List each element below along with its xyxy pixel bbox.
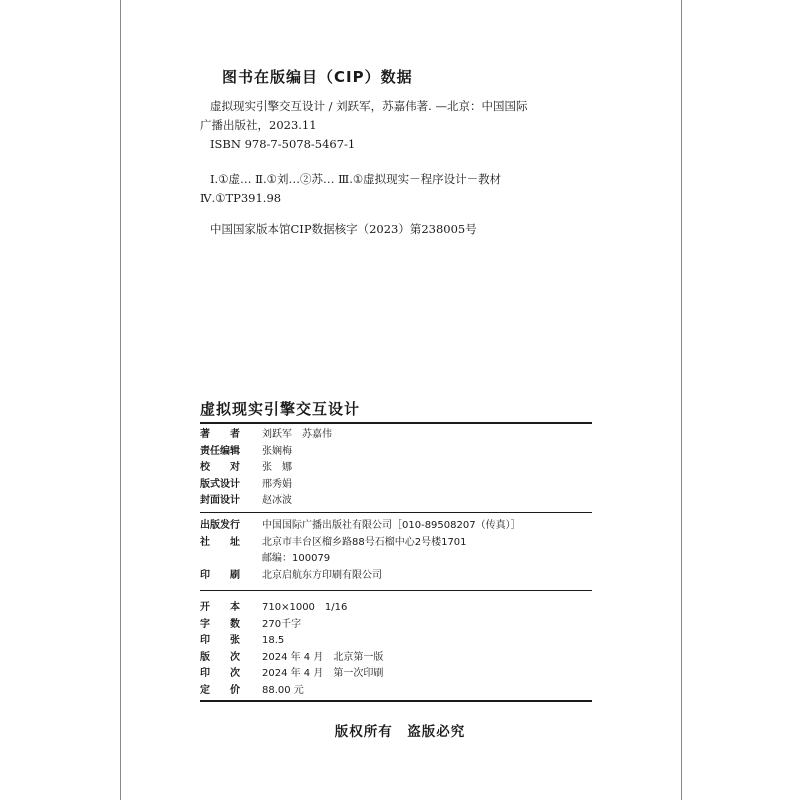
spec-value: 2024 年 4 月 第一次印刷	[262, 668, 384, 679]
cip-citation-line1: 虚拟现实引擎交互设计 / 刘跃军，苏嘉伟著. —北京：中国国际	[210, 99, 528, 113]
credit-row	[200, 491, 592, 508]
publisher-label: 出版发行	[200, 520, 240, 531]
spec-label: 版 次	[200, 651, 240, 663]
spec-value: 710×1000 1/16	[262, 602, 348, 613]
publisher-block	[200, 516, 592, 582]
publisher-label: 社 址	[200, 536, 240, 548]
credit-value: 刘跃军 苏嘉伟	[262, 429, 332, 440]
book-title: 虚拟现实引擎交互设计	[200, 400, 361, 418]
credit-value: 邢秀娟	[262, 478, 292, 490]
credit-row	[200, 475, 592, 492]
spec-value: 88.00 元	[262, 684, 304, 696]
cip-classification-line1: Ⅰ.①虚… Ⅱ.①刘…②苏… Ⅲ.①虚拟现实－程序设计－教材	[210, 172, 502, 186]
credits-block	[200, 425, 592, 508]
credit-value: 张娴梅	[262, 445, 292, 457]
cip-citation-line2: 广播出版社，2023.11	[200, 118, 317, 132]
credit-row	[200, 425, 592, 442]
spec-value: 270千字	[262, 618, 302, 630]
credit-value: 张 娜	[262, 462, 292, 473]
publisher-value: 邮编：100079	[262, 553, 331, 564]
spec-label: 印 次	[200, 668, 240, 679]
section-rule	[200, 590, 592, 591]
specs-block	[200, 598, 592, 697]
credit-label: 版式设计	[200, 478, 240, 490]
cip-verification: 中国国家版本馆CIP数据核字（2023）第238005号	[210, 222, 477, 236]
spec-label: 印 张	[200, 635, 240, 646]
spec-label: 字 数	[200, 618, 240, 630]
cip-isbn: ISBN 978-7-5078-5467-1	[210, 137, 356, 151]
bottom-rule	[200, 700, 592, 702]
cip-section	[200, 66, 600, 239]
section-rule	[200, 512, 592, 513]
cip-classification-line2: Ⅳ.①TP391.98	[200, 191, 282, 205]
publisher-row	[200, 566, 592, 583]
publisher-value: 北京启航东方印刷有限公司	[262, 569, 382, 581]
credit-value: 赵冰波	[262, 495, 292, 506]
spec-label: 开 本	[200, 602, 240, 613]
credit-label: 封面设计	[200, 495, 240, 506]
credit-label: 校 对	[200, 462, 240, 473]
credit-row	[200, 458, 592, 475]
publisher-row	[200, 549, 592, 566]
title-rule	[200, 422, 592, 424]
spec-row	[200, 664, 592, 681]
cip-title: 图书在版编目（CIP）数据	[222, 68, 413, 86]
credit-label: 著 者	[200, 429, 240, 440]
spec-value: 18.5	[262, 635, 285, 646]
spec-label: 定 价	[200, 684, 240, 696]
spec-row	[200, 648, 592, 665]
spec-row	[200, 681, 592, 698]
credit-row	[200, 442, 592, 459]
publisher-row	[200, 533, 592, 550]
spec-row	[200, 631, 592, 648]
spec-row	[200, 615, 592, 632]
spec-value: 2024 年 4 月 北京第一版	[262, 651, 384, 663]
publisher-row	[200, 516, 592, 533]
credit-label: 责任编辑	[200, 445, 240, 457]
copyright-notice: 版权所有 盗版必究	[334, 724, 466, 740]
spec-row	[200, 598, 592, 615]
publisher-value: 北京市丰台区榴乡路88号石榴中心2号楼1701	[262, 536, 467, 548]
publisher-label: 印 刷	[200, 569, 240, 581]
publisher-value: 中国国际广播出版社有限公司［010-89508207（传真）］	[262, 520, 521, 531]
